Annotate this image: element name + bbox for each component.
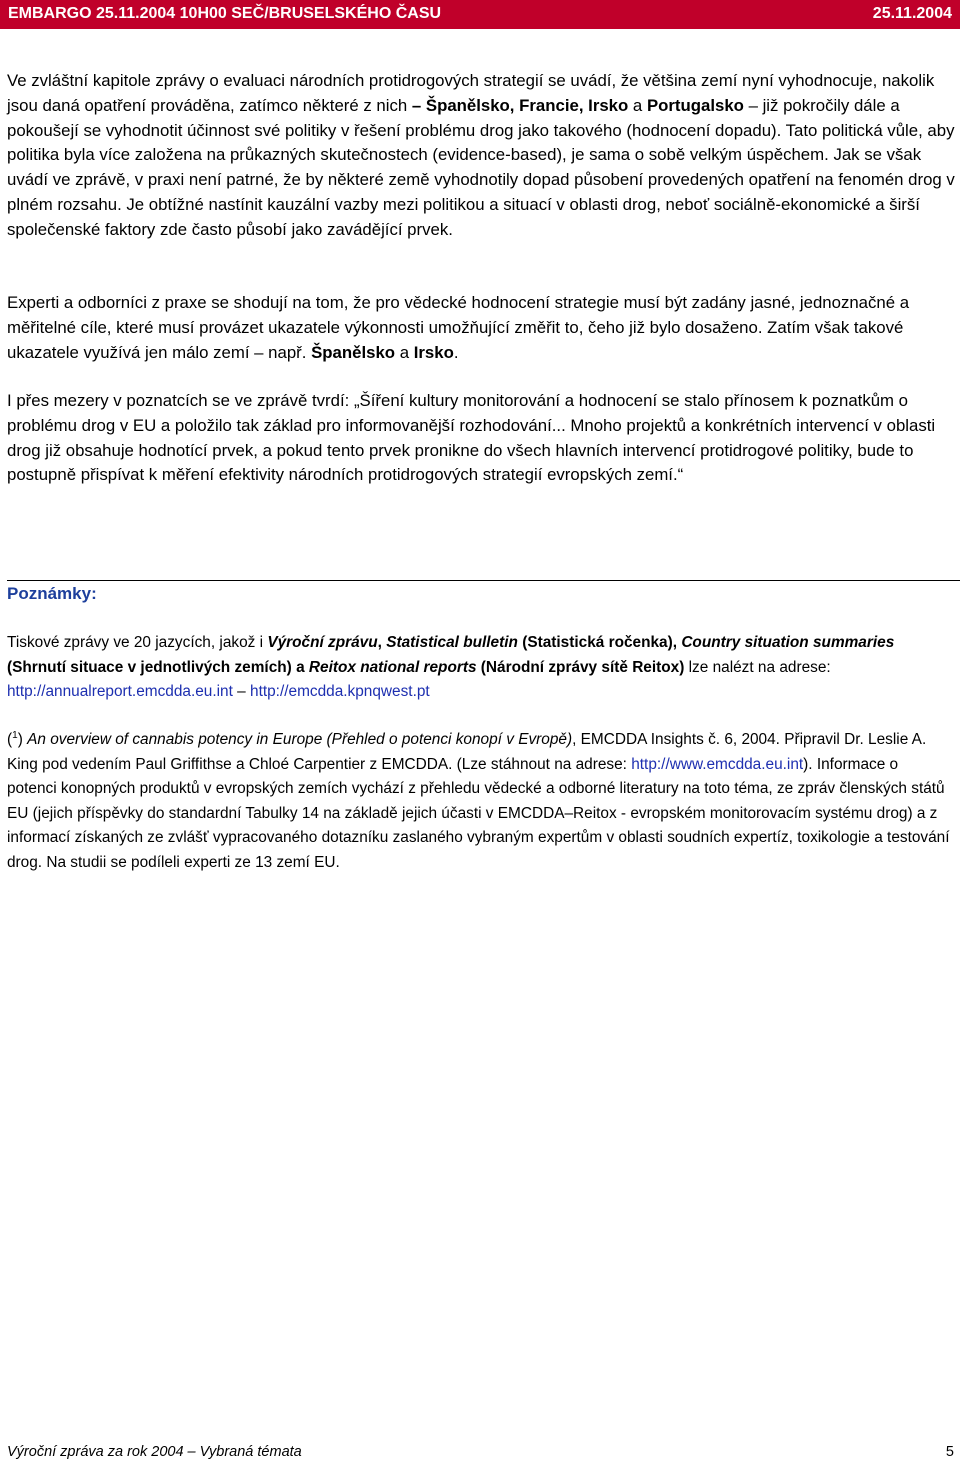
note1-reitox-reports: Reitox national reports	[308, 658, 477, 676]
p2-text-2: a	[395, 342, 414, 362]
p1-text-3: – již pokročily dále a pokoušejí se vyhodnotit účinnost své politiky v řešení problému drog jako takového (hodnocení dopadu).	[7, 95, 900, 140]
footnote-number: 1	[12, 729, 18, 741]
paragraph-quote	[7, 389, 957, 488]
note-footnote-1	[7, 728, 952, 876]
p1-countries-2: Portugalsko	[646, 95, 744, 115]
page-number: 5	[945, 1444, 954, 1460]
p2-text-1: Experti a odborníci z praxe se shodují na tom, že pro vědecké hodnocení strategie musí být zadány jasné, jednoznačné a měřitelné cíle, které musí provázet ukazatele výkonnosti umožňující změřit to, čeho již bylo dosaženo. Zatím však takové ukazatele využívá jen málo zemí – např.	[7, 293, 910, 362]
note1-text-3: (Shrnutí situace v jednotlivých zemích) a	[7, 658, 309, 676]
p1-text-1: Ve zvláštní kapitole zprávy o evaluaci národních protidrogových strategií se uvádí, že většina zemí nyní vyhodnocuje, nakolik jsou daná opatření prováděna, zatímco některé z nich	[7, 71, 935, 115]
emcdda-kpnqwest-link[interactable]: http://emcdda.kpnqwest.pt	[250, 683, 430, 701]
note1-text-2: (Statistická ročenka),	[517, 634, 682, 651]
section-divider	[7, 580, 960, 581]
embargo-notice: EMBARGO 25.11.2004 10H00 SEČ/BRUSELSKÉHO ČASU	[8, 5, 442, 22]
p1-emphasis: Tato politická vůle, aby politika byla více založena na průkazných skutečnostech (evidence-based), je sama o sobě velkým úspěchem.	[7, 120, 955, 165]
paragraph-evaluation	[7, 69, 957, 243]
note1-statistical-bulletin: Statistical bulletin	[386, 634, 518, 651]
note1-text-1: Tiskové zprávy ve 20 jazycích, jakož i	[7, 634, 268, 651]
p2-country-ireland: Irsko	[413, 342, 454, 362]
note1-comma: ,	[377, 634, 387, 651]
header-date: 25.11.2004	[872, 5, 952, 22]
p1-text-2: a	[628, 95, 647, 115]
footnote-close: )	[17, 731, 28, 748]
note1-country-summaries: Country situation summaries	[681, 634, 895, 651]
note2-publication-title: An overview of cannabis potency in Europe (Přehled o potenci konopí v Evropě)	[27, 731, 573, 748]
emcdda-link[interactable]: http://www.emcdda.eu.int	[631, 755, 804, 773]
footnote-open: (	[7, 731, 13, 748]
p2-country-spain: Španělsko	[311, 342, 396, 362]
note2-text-1: , EMCDDA Insights č. 6, 2004. Připravil Dr. Leslie A. King pod vedením Paul Griffithse a Chloé Carpentier z EMCDDA. (Lze stáhnout na adrese:	[7, 731, 927, 773]
note2-text-2: ). Informace o potenci konopných produktů v evropských zemích vychází z přehledu vědecké a odborné literatury na toto téma, ze zpráv členských států EU (jejich příspěvky do standardní Tabulky 14 na základě jejich účasti v EMCDDA–Reitox - evropském monitorovacím systému drog) a z informací získaných ze zvlášť vypracovaného dotazníku zaslaného vybraným expertům v oblasti soudních expertíz, toxikologie a testování drog. Na studii se podíleli experti ze 13 zemí EU.	[7, 755, 950, 871]
footer-title: Výroční zpráva za rok 2004 – Vybraná témata	[7, 1444, 302, 1460]
note1-dash: –	[232, 683, 251, 701]
notes-heading: Poznámky:	[7, 584, 97, 603]
p1-text-4: Jak se však uvádí ve zprávě, v praxi není patrné, že by některé země vyhodnotily dopad působení provedených opatření na fenomén drog v plném rozsahu. Je obtížné nastínit kauzální vazby mezi politikou a situací v oblasti drog, neboť sociálně-ekonomické a širší společenské faktory zde často působí jako zavádějící prvek.	[7, 145, 955, 239]
embargo-header-bar	[0, 0, 960, 29]
p3-text: I přes mezery v poznatcích se ve zprávě tvrdí: „Šíření kultury monitorování a hodnocení se stalo přínosem k poznatkům o problému drog v EU a položilo tak základ pro informovanější rozhodování... Mnoho projektů a konkrétních intervencí v oblasti drog již obsahuje hodnotící prvek, a pokud tento prvek pronikne do všech hlavních intervencí protidrogové politiky, bude to postupně přispívat k měření efektivity národních protidrogových strategií evropských zemí.“	[7, 391, 936, 485]
note-press-releases	[7, 631, 952, 705]
p2-text-3: .	[453, 342, 459, 362]
annual-report-link[interactable]: http://annualreport.emcdda.eu.int	[7, 683, 233, 701]
page-footer	[7, 1444, 954, 1460]
paragraph-experts	[7, 291, 957, 365]
p1-countries-1: – Španělsko, Francie, Irsko	[411, 95, 629, 115]
note1-text-5: lze nalézt na adrese:	[684, 658, 831, 676]
note1-annual-report: Výroční zprávu	[267, 634, 378, 651]
note1-text-4: (Národní zprávy sítě Reitox)	[476, 658, 685, 676]
